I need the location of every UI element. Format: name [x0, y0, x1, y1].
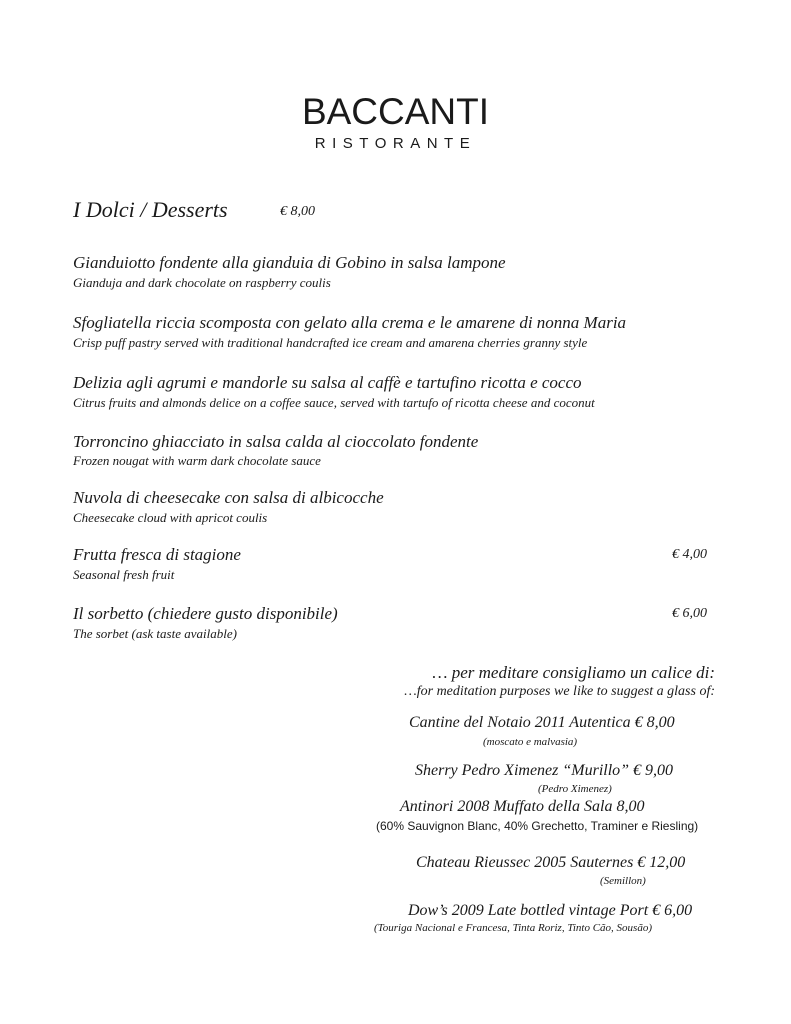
wine-line: Chateau Rieussec 2005 Sauternes € 12,00	[416, 854, 686, 871]
dessert-english-name: Cheesecake cloud with apricot coulis	[73, 510, 268, 525]
dessert-price: € 4,00	[672, 547, 707, 562]
dessert-italian-name: Torroncino ghiacciato in salsa calda al cioccolato fondente	[73, 432, 479, 451]
wine-line: Dow’s 2009 Late bottled vintage Port € 6,00	[408, 902, 693, 919]
dessert-english-name: Citrus fruits and almonds delice on a coffee sauce, served with tartufo of ricotta cheese and coconut	[73, 395, 595, 410]
wine-detail: (moscato e malvasia)	[483, 736, 578, 748]
restaurant-subtitle: RISTORANTE	[314, 135, 477, 152]
dessert-price: € 6,00	[672, 606, 707, 621]
dessert-italian-name: Nuvola di cheesecake con salsa di albicocche	[73, 488, 384, 507]
dessert-english-name: Gianduja and dark chocolate on raspberry coulis	[73, 275, 331, 290]
section-price: € 8,00	[280, 204, 315, 219]
dessert-italian-name: Delizia agli agrumi e mandorle su salsa al caffè e tartufino ricotta e cocco	[73, 373, 582, 392]
dessert-italian-name: Gianduiotto fondente alla gianduia di Gobino in salsa lampone	[73, 253, 506, 272]
wine-line: Cantine del Notaio 2011 Autentica € 8,00	[409, 714, 675, 731]
restaurant-name: BACCANTI	[301, 91, 490, 132]
dessert-italian-name: Sfogliatella riccia scomposta con gelato alla crema e le amarene di nonna Maria	[73, 313, 627, 332]
dessert-english-name: Crisp puff pastry served with traditional handcrafted ice cream and amarena cherries granny style	[73, 335, 588, 350]
pairing-intro-italian: … per meditare consigliamo un calice di:	[432, 663, 715, 682]
dessert-italian-name: Il sorbetto (chiedere gusto disponibile)	[73, 604, 338, 623]
section-title: I Dolci / Desserts	[73, 197, 228, 222]
dessert-english-name: Seasonal fresh fruit	[73, 567, 175, 582]
dessert-english-name: Frozen nougat with warm dark chocolate sauce	[73, 453, 321, 468]
dessert-english-name: The sorbet (ask taste available)	[73, 626, 237, 641]
pairing-intro-english: …for meditation purposes we like to suggest a glass of:	[404, 684, 715, 699]
wine-detail: (60% Sauvignon Blanc, 40% Grechetto, Traminer e Riesling)	[376, 819, 699, 833]
wine-line: Antinori 2008 Muffato della Sala 8,00	[400, 798, 645, 815]
wine-detail: (Pedro Ximenez)	[538, 783, 612, 795]
wine-detail: (Touriga Nacional e Francesa, Tinta Roriz, Tinto Cão, Sousão)	[374, 922, 652, 934]
wine-detail: (Semillon)	[600, 875, 646, 887]
dessert-italian-name: Frutta fresca di stagione	[73, 545, 241, 564]
wine-line: Sherry Pedro Ximenez “Murillo” € 9,00	[415, 762, 674, 779]
